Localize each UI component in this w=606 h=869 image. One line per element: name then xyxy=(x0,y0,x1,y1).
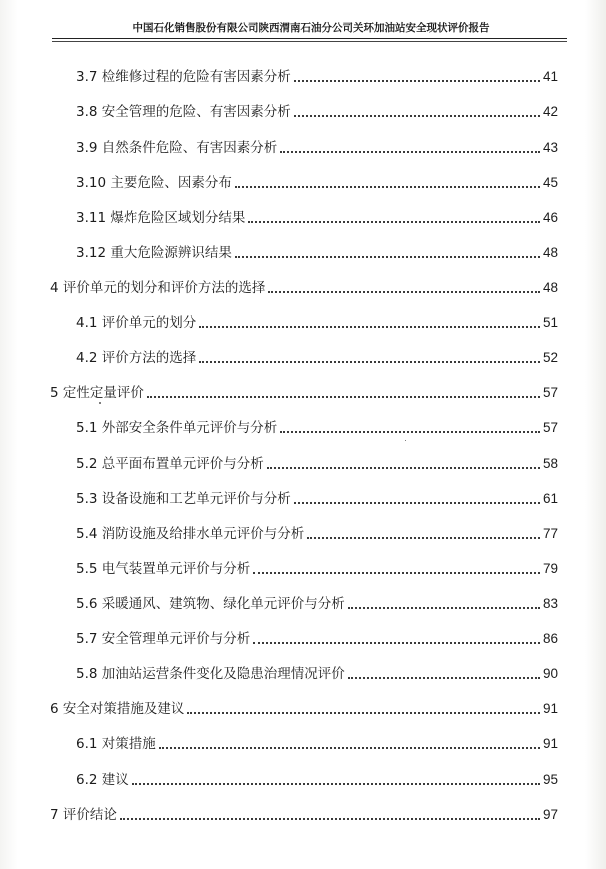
toc-entry[interactable] xyxy=(76,240,558,262)
toc-dot-leader xyxy=(147,396,540,398)
toc-dot-leader xyxy=(159,747,540,749)
toc-page-number: 58 xyxy=(542,456,558,471)
toc-entry-label: 5.5 电气装置单元评价与分析 xyxy=(76,561,251,577)
toc-entry-label: 5.8 加油站运营条件变化及隐患治理情况评价 xyxy=(76,666,345,682)
toc-entry[interactable] xyxy=(76,731,558,753)
toc-entry-label: 3.9 自然条件危险、有害因素分析 xyxy=(76,140,278,156)
toc-entry-label: 4.1 评价单元的划分 xyxy=(76,315,197,331)
toc-dot-leader xyxy=(348,607,540,609)
toc-dot-leader xyxy=(235,186,540,188)
toc-page-number: 52 xyxy=(542,350,558,365)
scan-speck xyxy=(99,402,101,404)
toc-page-number: 48 xyxy=(542,245,558,260)
toc-dot-leader xyxy=(235,256,540,258)
toc-entry-label: 5.7 安全管理单元评价与分析 xyxy=(76,631,251,647)
toc-page-number: 51 xyxy=(542,315,558,330)
toc-entry[interactable] xyxy=(76,415,558,437)
toc-page-number: 90 xyxy=(542,666,558,681)
toc-page-number: 79 xyxy=(542,561,558,576)
toc-page-number: 48 xyxy=(542,280,558,295)
toc-dot-leader xyxy=(248,221,540,223)
toc-entry-label: 4.2 评价方法的选择 xyxy=(76,350,197,366)
toc-page-number: 83 xyxy=(542,596,558,611)
toc-entry-label: 3.11 爆炸危险区域划分结果 xyxy=(76,210,246,226)
toc-page-number: 91 xyxy=(542,736,558,751)
toc-entry[interactable] xyxy=(50,380,558,402)
toc-entry[interactable] xyxy=(76,64,558,86)
toc-dot-leader xyxy=(294,80,540,82)
toc-entry-label: 6.2 建议 xyxy=(76,772,129,788)
toc-page-number: 91 xyxy=(542,701,558,716)
toc-entry-label: 5 定性定量评价 xyxy=(50,385,144,401)
toc-entry[interactable] xyxy=(76,486,558,508)
toc-entry[interactable] xyxy=(76,170,558,192)
toc-entry-label: 5.6 采暖通风、建筑物、绿化单元评价与分析 xyxy=(76,596,345,612)
toc-dot-leader xyxy=(307,537,540,539)
toc-dot-leader xyxy=(280,151,540,153)
toc-entry[interactable] xyxy=(76,626,558,648)
toc-page-number: 43 xyxy=(542,140,558,155)
toc-entry[interactable] xyxy=(76,556,558,578)
toc-page-number: 95 xyxy=(542,772,558,787)
scan-speck xyxy=(405,440,406,441)
toc-entry[interactable] xyxy=(50,275,558,297)
toc-page-number: 61 xyxy=(542,491,558,506)
toc-dot-leader xyxy=(187,712,540,714)
toc-entry-label: 3.8 安全管理的危险、有害因素分析 xyxy=(76,104,291,120)
toc-entry-label: 7 评价结论 xyxy=(50,807,117,823)
toc-page-number: 86 xyxy=(542,631,558,646)
toc-entry[interactable] xyxy=(76,521,558,543)
running-header: 中国石化销售股份有限公司陕西渭南石油分公司关环加油站安全现状评价报告 xyxy=(132,22,490,34)
toc-entry[interactable] xyxy=(50,696,558,718)
toc-page-number: 41 xyxy=(542,69,558,84)
toc-entry-label: 4 评价单元的划分和评价方法的选择 xyxy=(50,280,266,296)
toc-entry-label: 6.1 对策措施 xyxy=(76,736,156,752)
toc-page-number: 57 xyxy=(542,385,558,400)
toc-entry-label: 5.4 消防设施及给排水单元评价与分析 xyxy=(76,526,305,542)
toc-page-number: 97 xyxy=(542,807,558,822)
toc-dot-leader xyxy=(348,677,540,679)
toc-entry[interactable] xyxy=(76,661,558,683)
toc-dot-leader xyxy=(253,572,540,574)
toc-entry-label: 3.10 主要危险、因素分布 xyxy=(76,175,232,191)
toc-entry[interactable] xyxy=(76,451,558,473)
toc-entry-label: 5.3 设备设施和工艺单元评价与分析 xyxy=(76,491,291,507)
toc-entry[interactable] xyxy=(76,345,558,367)
toc-dot-leader xyxy=(132,783,540,785)
toc-entry[interactable] xyxy=(76,135,558,157)
toc-page-number: 77 xyxy=(542,526,558,541)
toc-dot-leader xyxy=(199,361,540,363)
toc-dot-leader xyxy=(120,818,540,820)
toc-page-number: 45 xyxy=(542,175,558,190)
toc-dot-leader xyxy=(268,291,540,293)
toc-dot-leader xyxy=(294,502,540,504)
toc-dot-leader xyxy=(267,467,540,469)
toc-entry[interactable] xyxy=(50,802,558,824)
toc-entry[interactable] xyxy=(76,310,558,332)
toc-page-number: 46 xyxy=(542,210,558,225)
toc-entry[interactable] xyxy=(76,205,558,227)
toc-entry-label: 5.1 外部安全条件单元评价与分析 xyxy=(76,420,278,436)
toc-entry[interactable] xyxy=(76,767,558,789)
toc-dot-leader xyxy=(199,326,540,328)
toc-entry-label: 6 安全对策措施及建议 xyxy=(50,701,185,717)
toc-page-number: 42 xyxy=(542,104,558,119)
toc-entry-label: 3.7 检维修过程的危险有害因素分析 xyxy=(76,69,291,85)
toc-entry[interactable] xyxy=(76,99,558,121)
toc-dot-leader xyxy=(294,115,540,117)
toc-entry-label: 3.12 重大危险源辨识结果 xyxy=(76,245,232,261)
toc-entry[interactable] xyxy=(76,591,558,613)
toc-dot-leader xyxy=(253,642,540,644)
toc-entry-label: 5.2 总平面布置单元评价与分析 xyxy=(76,456,264,472)
toc-dot-leader xyxy=(280,431,540,433)
toc-page-number: 57 xyxy=(542,420,558,435)
